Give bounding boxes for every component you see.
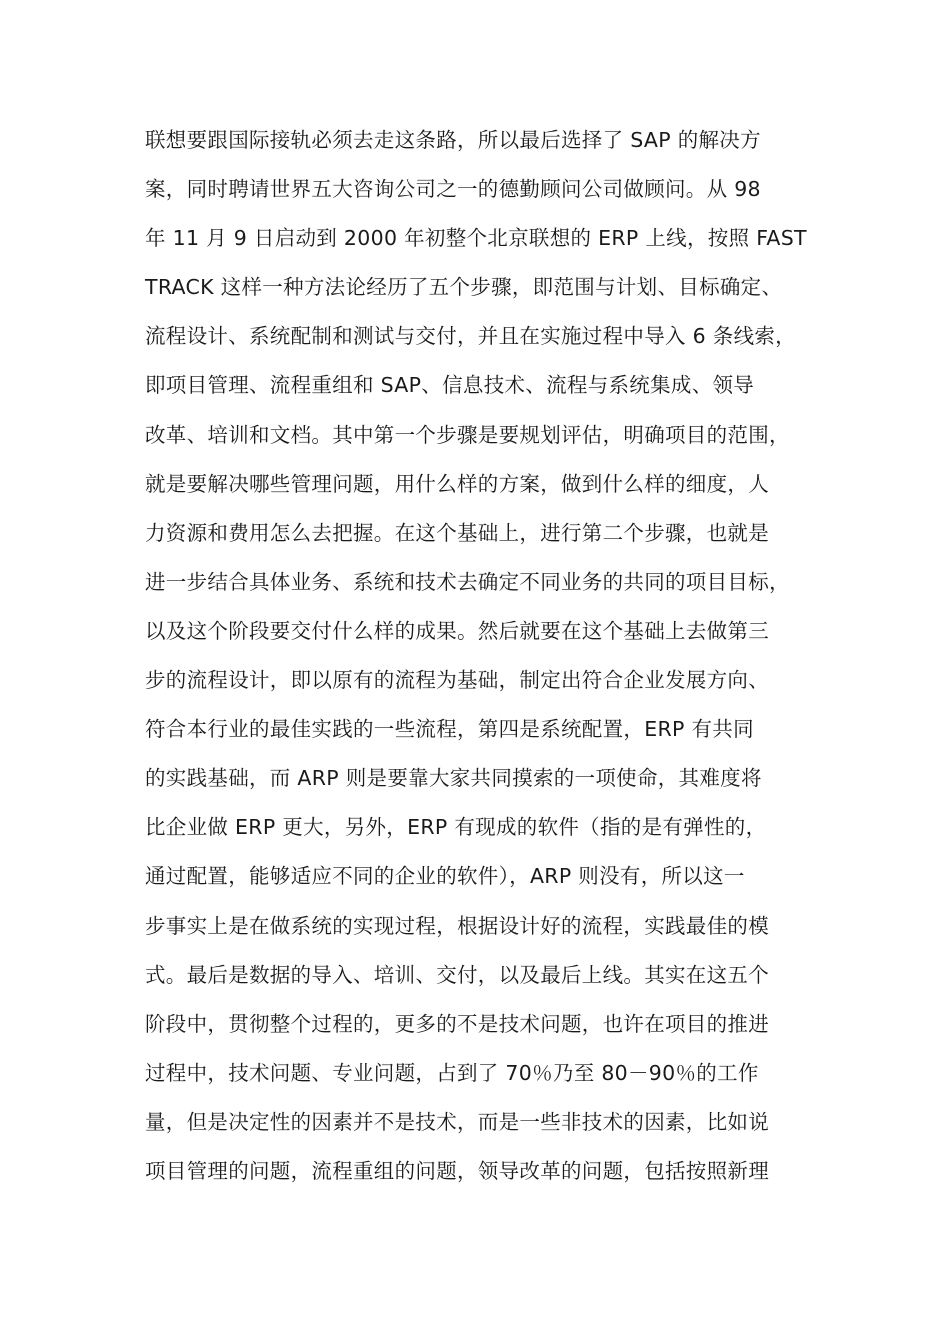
text-line-4: TRACK 这样一种方法论经历了五个步骤，即范围与计划、目标确定、 — [145, 275, 783, 300]
text-line-17: 步事实上是在做系统的实现过程，根据设计好的流程，实践最佳的模 — [145, 913, 769, 938]
text-line-10: 进一步结合具体业务、系统和技术去确定不同业务的共同的项目目标， — [145, 569, 790, 594]
text-line-15: 比企业做 ERP 更大，另外，ERP 有现成的软件（指的是有弹性的， — [145, 815, 767, 840]
text-line-13: 符合本行业的最佳实践的一些流程，第四是系统配置，ERP 有共同 — [145, 717, 754, 742]
text-line-22: 项目管理的问题，流程重组的问题，领导改革的问题，包括按照新理 — [145, 1158, 769, 1183]
text-line-11: 以及这个阶段要交付什么样的成果。然后就要在这个基础上去做第三 — [145, 618, 769, 643]
text-line-20: 过程中，技术问题、专业问题，占到了 70％乃至 80－90％的工作 — [145, 1060, 759, 1085]
text-line-1: 联想要跟国际接轨必须去走这条路，所以最后选择了 SAP 的解决方 — [145, 128, 761, 152]
text-line-16: 通过配置，能够适应不同的企业的软件），ARP 则没有，所以这一 — [145, 864, 745, 889]
text-line-12: 步的流程设计，即以原有的流程为基础，制定出符合企业发展方向、 — [145, 668, 769, 693]
text-line-8: 就是要解决哪些管理问题，用什么样的方案，做到什么样的细度，人 — [145, 471, 769, 496]
text-line-18: 式。最后是数据的导入、培训、交付，以及最后上线。其实在这五个 — [145, 962, 769, 987]
text-line-6: 即项目管理、流程重组和 SAP、信息技术、流程与系统集成、领导 — [145, 373, 755, 398]
text-line-5: 流程设计、系统配制和测试与交付，并且在实施过程中导入 6 条线索， — [145, 324, 796, 349]
text-line-21: 量，但是决定性的因素并不是技术，而是一些非技术的因素，比如说 — [145, 1109, 769, 1134]
body-text — [145, 116, 845, 1196]
text-line-7: 改革、培训和文档。其中第一个步骤是要规划评估，明确项目的范围， — [145, 422, 790, 447]
text-line-2: 案，同时聘请世界五大咨询公司之一的德勤顾问公司做顾问。从 98 — [145, 177, 761, 202]
text-line-14: 的实践基础，而 ARP 则是要靠大家共同摸索的一项使命，其难度将 — [145, 766, 762, 791]
text-line-3: 年 11 月 9 日启动到 2000 年初整个北京联想的 ERP 上线，按照 FAST — [145, 226, 807, 251]
text-line-19: 阶段中，贯彻整个过程的，更多的不是技术问题，也许在项目的推进 — [145, 1011, 769, 1036]
text-line-9: 力资源和费用怎么去把握。在这个基础上，进行第二个步骤，也就是 — [145, 520, 769, 545]
